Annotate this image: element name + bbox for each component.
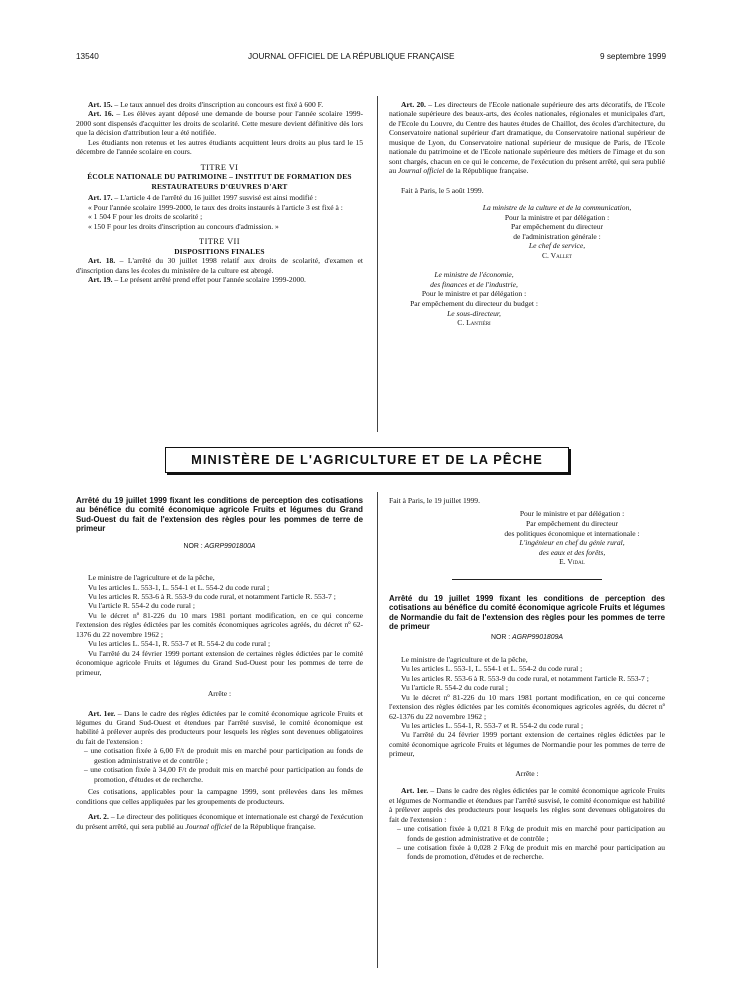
article-15: Art. 15. – Le taux annuel des droits d'inscription au concours est fixé à 600 F. <box>88 100 324 109</box>
titre-vi-heading: TITRE VI <box>200 162 239 172</box>
journal-title: JOURNAL OFFICIEL DE LA RÉPUBLIQUE FRANÇAISE <box>248 52 455 61</box>
article-17-quote-1: « Pour l'année scolaire 1999-2000, le taux des droits instaurés à l'article 3 est fixé à : <box>88 202 343 212</box>
article-1-normandie: Art. 1er. – Dans le cadre des règles édictées par le comité économique agricole Fruits et légumes de Normandie et étendues par l'arrêté susvisé, le comité économique est habilité à prélever auprès des producteurs pour lesquels les règles sont devenues obligatoires du fait de l'extension : <box>389 786 665 824</box>
preamble-vu-5: Vu les articles L. 554-1, R. 553-7 et R. 554-2 du code rural ; <box>88 639 271 649</box>
article-17: Art. 17. – L'article 4 de l'arrêté du 16 juillet 1997 susvisé est ainsi modifié : <box>88 193 317 203</box>
article-20: Art. 20. – Les directeurs de l'Ecole nationale supérieure des arts décoratifs, de l'Ecole nationale supérieure des beaux-arts, des écoles nationales, régionales et municipales d'art, de l'Ecole du Louvre, du Centre des hautes études de Chaillot, des écoles d'architecture, du Conservatoire national supérieur d'art dramatique, du Conservatoire national supérieur de musique de Lyon, du Conservatoire national supérieur de musique de Paris, de l'Ecole nationale du patrimoine et de l'Ecole nationale supérieure des métiers de l'image et du son sont chargés, chacun en ce qui le concerne, de l'exécution du présent arrêté, qui sera publié au Journal officiel de la République française. <box>389 100 665 176</box>
article-1-bullet-2: – une cotisation fixée à 34,00 F/t de produit mis en marché pour participation au fonds de promotion, d'études et de recherche. <box>84 765 363 784</box>
signature-block-agriculture: Pour le ministre et par délégation : Par empêchement du directeur des politiques économique et internationale : L'ingénieur en chef du génie rural, des eaux et des forêts, E. Vidal <box>504 509 640 567</box>
preamble-vu-5-2: Vu les articles L. 554-1, R. 553-7 et R. 554-2 du code rural ; <box>401 720 584 730</box>
article-1: Art. 1er. – Dans le cadre des règles édictées par le comité économique agricole Fruits et légumes du Grand Sud-Ouest et étendues par l'arrêté susvisé, le comité économique est habilité à prélever auprès des producteurs pour lesquels les règles sont devenues obligatoires du fait de l'extension : <box>76 708 363 746</box>
ministry-heading: MINISTÈRE DE L'AGRICULTURE ET DE LA PÊCHE <box>191 452 543 467</box>
top-right-column <box>389 100 665 328</box>
preamble-vu-1-2: Vu les articles L. 553-1, L. 554-1 et L. 554-2 du code rural ; <box>401 664 583 674</box>
article-1-cotisations: Ces cotisations, applicables pour la campagne 1999, sont prélevées dans les mêmes conditions que celles appliquées par les groupements de producteurs. <box>76 787 363 806</box>
preamble-minister: Le ministre de l'agriculture et de la pêche, <box>88 573 215 583</box>
decree-title-sud-ouest: Arrêté du 19 juillet 1999 fixant les conditions de perception des cotisations au bénéfice du comité économique agricole Fruits et légumes du Grand Sud-Ouest du fait de l'extension des règles pour les pommes de terre de primeur <box>76 496 363 534</box>
preamble-vu-2: Vu les articles R. 553-6 à R. 553-9 du code rural, et notamment l'article R. 553-7 ; <box>88 591 336 601</box>
preamble-minister-2: Le ministre de l'agriculture et de la pêche, <box>401 654 528 664</box>
article-1-normandie-bullet-2: – une cotisation fixée à 0,028 2 F/kg de produit mis en marché pour participation au fonds de promotion, d'études et de recherche. <box>397 842 665 862</box>
bottom-left-column <box>76 496 363 831</box>
titre-vi-subheading: ÉCOLE NATIONALE DU PATRIMOINE – INSTITUT DE FORMATION DES RESTAURATEURS D'ŒUVRES D'ART <box>87 172 352 191</box>
article-1-normandie-bullet-1: – une cotisation fixée à 0,021 8 F/kg de produit mis en marché pour participation au fonds de gestion administrative et de contrôle ; <box>397 824 665 843</box>
page-header <box>76 52 666 66</box>
preamble-vu-6: Vu l'arrêté du 24 février 1999 portant extension de certaines règles édictées par le comité économique agricole Fruits et légumes du Grand Sud-Ouest pour les pommes de terre de primeur, <box>76 648 363 677</box>
separator-rule <box>452 579 602 580</box>
preamble-vu-4: Vu le décret nº 81-226 du 10 mars 1981 portant modification, en ce qui concerne l'extension des règles édictées par les comités économiques agricoles agréés, du décret nº 62-1376 du 22 novembre 1962 ; <box>76 610 363 639</box>
preamble-vu-3: Vu l'article R. 554-2 du code rural ; <box>88 601 195 611</box>
signature-date-juillet: Fait à Paris, le 19 juillet 1999. <box>389 496 480 505</box>
column-divider-bottom <box>377 492 378 968</box>
arrete-heading: Arrête : <box>207 689 232 699</box>
signature-block-culture: La ministre de la culture et de la communication, Pour la ministre et par délégation : Par empêchement du directeur de l'administration générale : Le chef de service, C. Vallet <box>482 203 632 260</box>
ministry-heading-box <box>165 447 569 473</box>
preamble-vu-2-2: Vu les articles R. 553-6 à R. 553-9 du code rural, et notamment l'article R. 553-7 ; <box>401 673 649 683</box>
article-16: Art. 16. – Les élèves ayant déposé une demande de bourse pour l'année scolaire 1999-2000 sont dispensés d'acquitter les droits de scolarité. Cette mesure devient définitive dès lors que la décision d'attribution leur a été notifiée. <box>76 109 363 138</box>
preamble-vu-3-2: Vu l'article R. 554-2 du code rural ; <box>401 683 508 693</box>
nor-reference-normandie: NOR : AGRP9901809A <box>490 634 563 642</box>
top-left-column <box>76 100 363 285</box>
preamble-vu-4-2: Vu le décret nº 81-226 du 10 mars 1981 portant modification, en ce qui concerne l'extension des règles édictées par les comités économiques agricoles agréés, du décret nº 62-1376 du 22 novembre 1962 ; <box>389 692 665 721</box>
article-16-paragraph: Les étudiants non retenus et les autres étudiants acquittent leurs droits au plus tard le 15 décembre de l'année scolaire en cours. <box>76 137 363 157</box>
signature-block-economie: Le ministre de l'économie, des finances et de l'industrie, Pour le ministre et par délégation : Par empêchement du directeur du budget : Le sous-directeur, C. Lantiéri <box>410 270 538 328</box>
article-18: Art. 18. – L'arrêté du 30 juillet 1998 relatif aux droits de scolarité, d'examen et d'inscription dans les écoles du ministère de la culture est abrogé. <box>76 256 363 275</box>
issue-date: 9 septembre 1999 <box>600 52 666 61</box>
article-17-quote-3: « 150 F pour les droits d'inscription au concours d'admission. » <box>88 221 279 231</box>
article-1-bullet-1: – une cotisation fixée à 6,00 F/t de produit mis en marché pour participation au fonds de gestion administrative et de contrôle ; <box>84 746 363 765</box>
nor-reference: NOR : AGRP9901800A <box>183 542 256 550</box>
page-number: 13540 <box>76 52 99 61</box>
preamble-vu-1: Vu les articles L. 553-1, L. 554-1 et L. 554-2 du code rural ; <box>88 582 270 592</box>
decree-title-normandie: Arrêté du 19 juillet 1999 fixant les conditions de perception des cotisations au bénéfice du comité économique agricole Fruits et légumes de Normandie du fait de l'extension des règles pour les pommes de terre de primeur <box>389 593 665 631</box>
titre-vii-subheading: DISPOSITIONS FINALES <box>174 246 265 256</box>
article-2: Art. 2. – Le directeur des politiques économique et internationale est chargé de l'exécution du présent arrêté, qui sera publié au Journal officiel de la République française. <box>76 812 364 831</box>
signature-date: Fait à Paris, le 5 août 1999. <box>401 185 484 195</box>
preamble-vu-6-2: Vu l'arrêté du 24 février 1999 portant extension de certaines règles édictées par le comité économique agricole Fruits et légumes de Normandie pour les pommes de terre de primeur, <box>389 730 665 759</box>
column-divider-top <box>377 96 378 432</box>
arrete-heading-2: Arrête : <box>515 768 539 778</box>
bottom-right-column <box>389 496 665 862</box>
titre-vii-heading: TITRE VII <box>199 237 240 247</box>
article-19: Art. 19. – Le présent arrêté prend effet pour l'année scolaire 1999-2000. <box>88 275 306 285</box>
article-17-quote-2: « 1 504 F pour les droits de scolarité ; <box>88 212 203 222</box>
